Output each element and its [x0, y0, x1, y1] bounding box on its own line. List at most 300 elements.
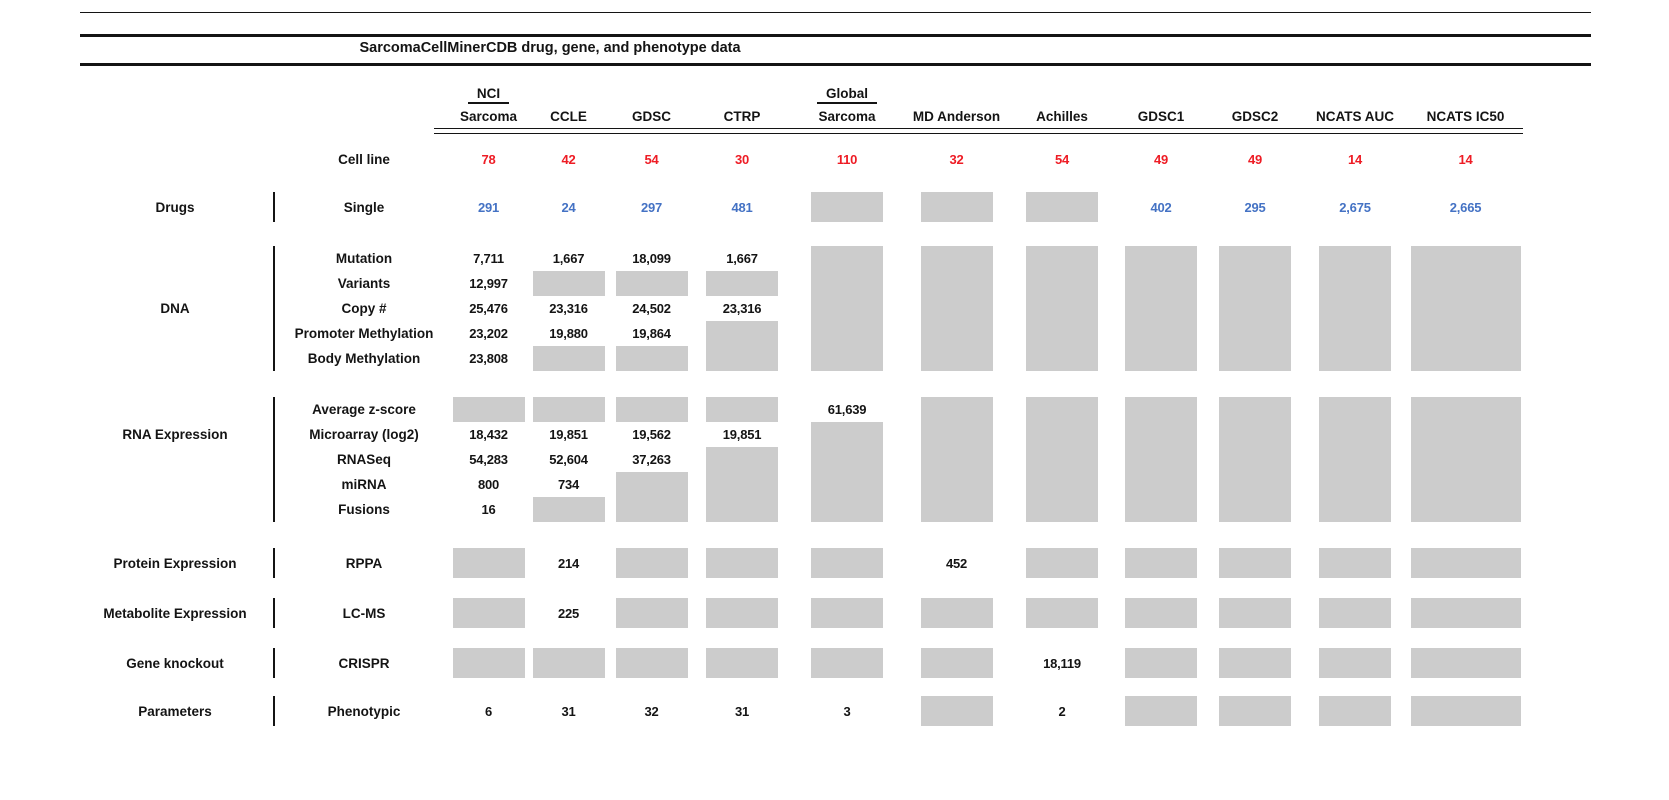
data-value-cell: 452 — [945, 555, 968, 571]
missing-data-cell — [1114, 472, 1208, 497]
missing-data-cell — [693, 497, 791, 522]
column-header-label: Sarcoma — [818, 108, 876, 124]
missing-data-box — [616, 346, 688, 371]
missing-data-box — [453, 598, 525, 628]
missing-data-cell — [791, 296, 903, 321]
column-header-label: GDSC2 — [1231, 108, 1279, 124]
cell-line-row — [80, 146, 1523, 172]
row-label: Average z-score — [312, 402, 416, 417]
category-divider-line — [273, 246, 275, 371]
missing-data-box — [811, 422, 883, 447]
missing-data-cell — [1208, 397, 1302, 422]
missing-data-cell — [1114, 548, 1208, 578]
data-value-cell: 18,432 — [469, 427, 508, 442]
category-label: DNA — [160, 301, 190, 316]
missing-data-box — [1219, 648, 1291, 678]
missing-data-box — [811, 447, 883, 472]
row-label: LC-MS — [342, 605, 386, 621]
data-value-cell: 7,711 — [473, 251, 504, 266]
missing-data-box — [1026, 246, 1098, 271]
missing-data-box — [811, 648, 883, 678]
missing-data-cell — [903, 246, 1010, 271]
row-label: Mutation — [335, 251, 393, 266]
missing-data-box — [921, 447, 993, 472]
missing-data-cell — [1408, 447, 1523, 472]
missing-data-box — [1125, 422, 1197, 447]
title-rule-above — [80, 34, 1591, 37]
data-value-cell: 734 — [557, 477, 580, 492]
missing-data-box — [706, 397, 778, 422]
column-header-label: CTRP — [723, 108, 761, 124]
missing-data-box — [921, 397, 993, 422]
missing-data-cell — [903, 192, 1010, 222]
missing-data-cell — [791, 447, 903, 472]
title-rule-below — [80, 63, 1591, 66]
missing-data-box — [1411, 246, 1521, 271]
column-header-label: NCATS IC50 — [1426, 108, 1505, 124]
missing-data-box — [1319, 246, 1391, 271]
data-value-cell: 2,665 — [1449, 199, 1482, 215]
missing-data-cell — [1114, 648, 1208, 678]
category-label: Metabolite Expression — [103, 605, 247, 621]
missing-data-box — [706, 346, 778, 371]
missing-data-box — [706, 271, 778, 296]
data-value-cell: 800 — [477, 477, 500, 492]
row-label: Body Methylation — [307, 351, 421, 366]
missing-data-cell — [527, 346, 610, 371]
data-value-cell: 291 — [477, 199, 500, 215]
missing-data-cell — [1408, 472, 1523, 497]
data-value-cell: 23,316 — [549, 301, 588, 316]
column-header-top — [1010, 78, 1114, 104]
missing-data-cell — [1302, 422, 1408, 447]
missing-data-box — [706, 548, 778, 578]
missing-data-box — [1319, 271, 1391, 296]
data-value-cell: 16 — [481, 502, 496, 517]
missing-data-box — [1026, 321, 1098, 346]
missing-data-box — [1026, 397, 1098, 422]
data-value-cell: 225 — [557, 605, 580, 621]
missing-data-cell — [1114, 296, 1208, 321]
missing-data-box — [811, 548, 883, 578]
column-header-label: GDSC — [631, 108, 671, 124]
missing-data-cell — [610, 472, 693, 497]
missing-data-box — [706, 321, 778, 346]
missing-data-cell — [1114, 497, 1208, 522]
missing-data-box — [1125, 472, 1197, 497]
row-label: Variants — [337, 276, 391, 291]
section-protein-expression — [80, 548, 1523, 578]
missing-data-box — [921, 696, 993, 726]
missing-data-cell — [1208, 296, 1302, 321]
missing-data-box — [616, 548, 688, 578]
data-value-cell: 402 — [1150, 199, 1172, 215]
missing-data-cell — [1208, 447, 1302, 472]
column-header-label: NCATS AUC — [1316, 108, 1394, 124]
missing-data-box — [1411, 271, 1521, 296]
cell-line-count: 30 — [734, 151, 750, 167]
missing-data-box — [921, 346, 993, 371]
missing-data-cell — [1302, 447, 1408, 472]
missing-data-cell — [1302, 648, 1408, 678]
missing-data-box — [1411, 497, 1521, 522]
data-value-cell: 6 — [484, 703, 493, 719]
missing-data-box — [1026, 497, 1098, 522]
column-header-label: GDSC1 — [1137, 108, 1185, 124]
missing-data-box — [1026, 271, 1098, 296]
missing-data-cell — [1302, 472, 1408, 497]
missing-data-box — [1411, 696, 1521, 726]
column-header-top — [610, 78, 693, 104]
missing-data-cell — [1208, 246, 1302, 271]
missing-data-cell — [1408, 548, 1523, 578]
missing-data-box — [533, 271, 605, 296]
missing-data-box — [1026, 346, 1098, 371]
missing-data-cell — [903, 321, 1010, 346]
column-header-top — [1208, 78, 1302, 104]
missing-data-cell — [1010, 246, 1114, 271]
missing-data-cell — [1208, 598, 1302, 628]
missing-data-cell — [1208, 271, 1302, 296]
missing-data-box — [1125, 346, 1197, 371]
section-drugs — [80, 192, 1523, 222]
missing-data-cell — [1114, 422, 1208, 447]
missing-data-box — [1411, 346, 1521, 371]
missing-data-box — [1319, 422, 1391, 447]
missing-data-box — [1219, 447, 1291, 472]
data-value-cell: 481 — [731, 199, 753, 215]
missing-data-box — [1411, 296, 1521, 321]
missing-data-cell — [1208, 648, 1302, 678]
cell-line-count: 14 — [1458, 151, 1473, 167]
missing-data-cell — [903, 422, 1010, 447]
missing-data-cell — [903, 648, 1010, 678]
data-value-cell: 19,864 — [632, 326, 671, 341]
column-header-top-label: NCI — [468, 86, 509, 104]
missing-data-cell — [527, 648, 610, 678]
missing-data-box — [1125, 271, 1197, 296]
data-value-cell: 19,880 — [549, 326, 588, 341]
missing-data-box — [1219, 397, 1291, 422]
missing-data-box — [706, 648, 778, 678]
data-value-cell: 18,099 — [632, 251, 671, 266]
missing-data-cell — [610, 497, 693, 522]
cell-line-count: 42 — [561, 151, 576, 167]
missing-data-cell — [903, 296, 1010, 321]
missing-data-box — [1026, 422, 1098, 447]
missing-data-cell — [903, 598, 1010, 628]
missing-data-cell — [1010, 447, 1114, 472]
missing-data-box — [1219, 497, 1291, 522]
header-double-rule — [434, 128, 1523, 134]
missing-data-box — [811, 296, 883, 321]
missing-data-cell — [791, 192, 903, 222]
row-label: miRNA — [341, 477, 387, 492]
data-value-cell: 297 — [640, 199, 663, 215]
missing-data-cell — [1408, 321, 1523, 346]
missing-data-cell — [1010, 598, 1114, 628]
section-rna-expression — [80, 397, 1523, 522]
missing-data-box — [921, 422, 993, 447]
missing-data-cell — [1208, 321, 1302, 346]
missing-data-cell — [693, 346, 791, 371]
missing-data-cell — [450, 648, 527, 678]
missing-data-box — [921, 472, 993, 497]
category-label: Drugs — [155, 199, 195, 215]
missing-data-box — [616, 598, 688, 628]
row-label: Single — [343, 199, 385, 215]
data-value-cell: 24 — [561, 199, 576, 215]
top-rule — [80, 12, 1591, 13]
missing-data-box — [1219, 598, 1291, 628]
missing-data-cell — [610, 648, 693, 678]
data-value-cell: 295 — [1244, 199, 1266, 215]
missing-data-cell — [1302, 296, 1408, 321]
missing-data-cell — [791, 246, 903, 271]
missing-data-cell — [610, 397, 693, 422]
missing-data-box — [811, 598, 883, 628]
missing-data-cell — [1208, 346, 1302, 371]
category-divider-line — [273, 696, 275, 726]
missing-data-cell — [903, 397, 1010, 422]
missing-data-box — [1125, 648, 1197, 678]
missing-data-box — [706, 598, 778, 628]
missing-data-cell — [1408, 271, 1523, 296]
missing-data-box — [1219, 271, 1291, 296]
missing-data-cell — [1302, 271, 1408, 296]
row-label: RPPA — [345, 555, 383, 571]
column-header-label: CCLE — [550, 108, 587, 124]
missing-data-cell — [693, 321, 791, 346]
data-value-cell: 2,675 — [1339, 199, 1371, 215]
missing-data-cell — [450, 548, 527, 578]
missing-data-cell — [1208, 422, 1302, 447]
column-header-row — [80, 78, 1523, 134]
missing-data-box — [1319, 397, 1391, 422]
data-value-cell: 12,997 — [469, 276, 508, 291]
missing-data-cell — [903, 447, 1010, 472]
missing-data-box — [1319, 296, 1391, 321]
column-header-top — [791, 78, 903, 104]
missing-data-box — [811, 497, 883, 522]
missing-data-box — [1411, 321, 1521, 346]
data-value-cell: 32 — [644, 703, 659, 719]
data-value-cell: 18,119 — [1043, 655, 1081, 671]
cell-line-count: 49 — [1247, 151, 1263, 167]
row-label: Copy # — [341, 301, 387, 316]
row-label: Phenotypic — [327, 703, 401, 719]
missing-data-box — [1026, 192, 1098, 222]
section-dna — [80, 246, 1523, 371]
data-value-cell: 1,667 — [726, 251, 758, 266]
missing-data-cell — [1010, 346, 1114, 371]
cell-line-count: 32 — [949, 151, 964, 167]
missing-data-box — [921, 598, 993, 628]
data-table — [80, 78, 1523, 726]
missing-data-box — [1411, 447, 1521, 472]
missing-data-box — [921, 246, 993, 271]
row-label: Promoter Methylation — [294, 326, 434, 341]
missing-data-box — [1026, 598, 1098, 628]
missing-data-cell — [693, 548, 791, 578]
missing-data-box — [1219, 246, 1291, 271]
missing-data-cell — [903, 497, 1010, 522]
section-gene-knockout — [80, 648, 1523, 678]
missing-data-cell — [791, 648, 903, 678]
category-divider-line — [273, 548, 275, 578]
missing-data-box — [1411, 548, 1521, 578]
missing-data-cell — [1408, 696, 1523, 726]
section-metabolite-expression — [80, 598, 1523, 628]
missing-data-box — [453, 548, 525, 578]
missing-data-cell — [1208, 548, 1302, 578]
missing-data-box — [1319, 346, 1391, 371]
missing-data-box — [706, 472, 778, 497]
data-value-cell: 1,667 — [552, 251, 585, 266]
data-value-cell: 214 — [557, 555, 580, 571]
missing-data-box — [1219, 346, 1291, 371]
missing-data-cell — [1010, 192, 1114, 222]
missing-data-box — [1319, 447, 1391, 472]
missing-data-box — [1319, 321, 1391, 346]
missing-data-cell — [1408, 296, 1523, 321]
missing-data-box — [1319, 472, 1391, 497]
missing-data-cell — [450, 397, 527, 422]
missing-data-cell — [1114, 447, 1208, 472]
missing-data-box — [1411, 397, 1521, 422]
missing-data-box — [533, 497, 605, 522]
missing-data-box — [1411, 598, 1521, 628]
missing-data-cell — [1302, 321, 1408, 346]
missing-data-box — [1125, 397, 1197, 422]
category-divider-line — [273, 598, 275, 628]
data-value-cell: 61,639 — [827, 402, 867, 417]
missing-data-cell — [1114, 246, 1208, 271]
missing-data-box — [1319, 696, 1391, 726]
category-divider-line — [273, 648, 275, 678]
missing-data-box — [1219, 696, 1291, 726]
missing-data-cell — [791, 271, 903, 296]
missing-data-box — [616, 497, 688, 522]
missing-data-box — [1411, 422, 1521, 447]
data-value-cell: 23,316 — [722, 301, 762, 316]
missing-data-box — [1125, 696, 1197, 726]
missing-data-cell — [791, 598, 903, 628]
cell-line-count: 78 — [481, 151, 496, 167]
data-value-cell: 54,283 — [469, 452, 508, 467]
missing-data-cell — [527, 397, 610, 422]
missing-data-box — [811, 271, 883, 296]
category-label: Protein Expression — [113, 555, 237, 571]
missing-data-cell — [791, 346, 903, 371]
missing-data-cell — [1114, 271, 1208, 296]
data-value-cell: 37,263 — [632, 452, 671, 467]
column-header-top — [1302, 78, 1408, 104]
missing-data-box — [1026, 447, 1098, 472]
missing-data-box — [616, 472, 688, 497]
missing-data-box — [1125, 548, 1197, 578]
column-header-top — [1114, 78, 1208, 104]
column-header-top — [903, 78, 1010, 104]
category-divider-line — [273, 397, 275, 522]
missing-data-box — [1411, 648, 1521, 678]
missing-data-cell — [693, 598, 791, 628]
missing-data-cell — [693, 447, 791, 472]
missing-data-cell — [1010, 497, 1114, 522]
row-label: CRISPR — [338, 655, 390, 671]
row-label: RNASeq — [336, 452, 391, 467]
missing-data-cell — [610, 346, 693, 371]
missing-data-box — [1125, 321, 1197, 346]
missing-data-cell — [903, 472, 1010, 497]
category-label: RNA Expression — [122, 427, 228, 442]
data-value-cell: 23,808 — [469, 351, 508, 366]
data-value-cell: 31 — [561, 703, 576, 719]
missing-data-box — [1026, 296, 1098, 321]
missing-data-cell — [1208, 696, 1302, 726]
missing-data-cell — [610, 271, 693, 296]
missing-data-cell — [791, 422, 903, 447]
column-header-label: Achilles — [1036, 108, 1088, 124]
missing-data-cell — [1010, 548, 1114, 578]
missing-data-box — [1125, 246, 1197, 271]
missing-data-cell — [1302, 497, 1408, 522]
missing-data-box — [533, 648, 605, 678]
missing-data-cell — [1010, 422, 1114, 447]
cell-line-label: Cell line — [338, 151, 390, 167]
missing-data-cell — [1114, 397, 1208, 422]
column-header-top — [450, 78, 527, 104]
missing-data-box — [616, 271, 688, 296]
missing-data-cell — [791, 321, 903, 346]
missing-data-cell — [1208, 472, 1302, 497]
missing-data-cell — [1302, 548, 1408, 578]
missing-data-cell — [1114, 598, 1208, 628]
missing-data-cell — [1208, 497, 1302, 522]
data-value-cell: 31 — [734, 703, 750, 719]
missing-data-box — [811, 246, 883, 271]
missing-data-cell — [1408, 346, 1523, 371]
column-header-top-label: Global — [817, 86, 877, 104]
missing-data-box — [1125, 497, 1197, 522]
missing-data-box — [533, 346, 605, 371]
missing-data-cell — [527, 497, 610, 522]
data-value-cell: 25,476 — [469, 301, 508, 316]
data-value-cell: 24,502 — [632, 301, 671, 316]
missing-data-box — [533, 397, 605, 422]
missing-data-cell — [1302, 397, 1408, 422]
missing-data-box — [1219, 296, 1291, 321]
column-header-top — [1408, 78, 1523, 104]
missing-data-cell — [693, 648, 791, 678]
missing-data-cell — [903, 346, 1010, 371]
missing-data-cell — [693, 472, 791, 497]
missing-data-box — [453, 648, 525, 678]
figure-title: SarcomaCellMinerCDB drug, gene, and phenotype data — [359, 40, 741, 56]
missing-data-box — [1319, 648, 1391, 678]
missing-data-box — [1411, 472, 1521, 497]
missing-data-cell — [1408, 648, 1523, 678]
missing-data-box — [1219, 548, 1291, 578]
missing-data-cell — [1114, 346, 1208, 371]
missing-data-box — [811, 321, 883, 346]
column-header-label: Sarcoma — [459, 108, 518, 124]
missing-data-box — [1319, 497, 1391, 522]
missing-data-cell — [1302, 246, 1408, 271]
missing-data-cell — [1302, 598, 1408, 628]
missing-data-box — [1219, 422, 1291, 447]
missing-data-cell — [1010, 271, 1114, 296]
